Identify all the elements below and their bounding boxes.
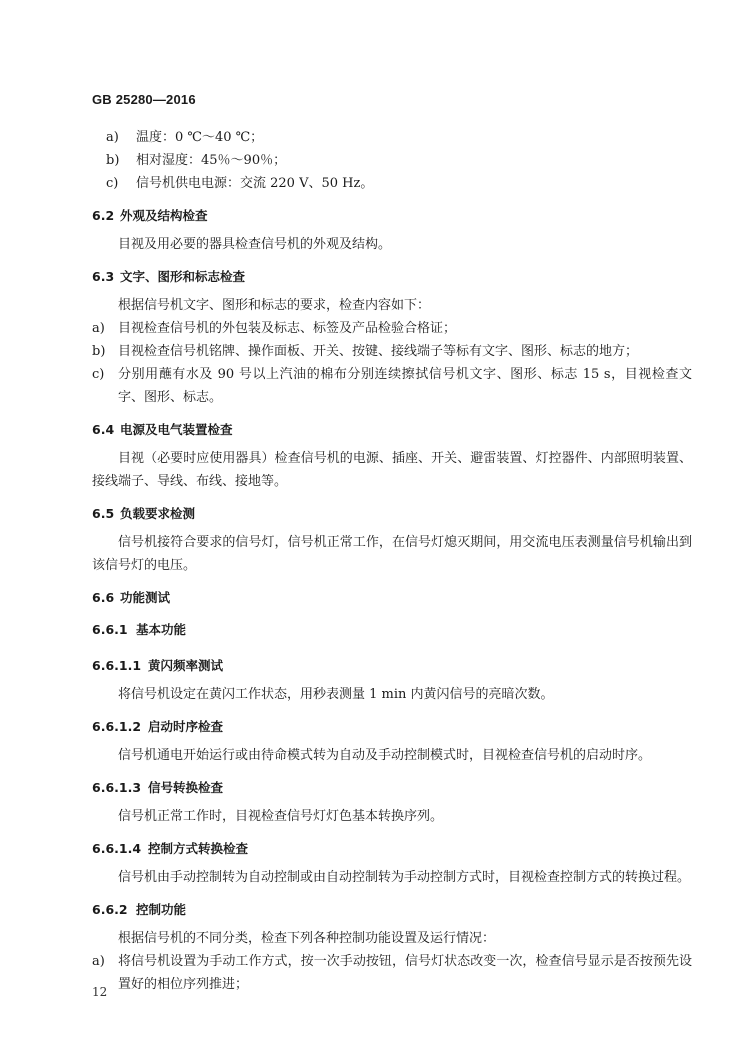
section-heading-6-6-2 <box>92 899 692 921</box>
section-title: 负载要求检测 <box>120 506 196 521</box>
section-title: 启动时序检查 <box>148 719 224 734</box>
paragraph: 将信号机设定在黄闪工作状态，用秒表测量 1 min 内黄闪信号的亮暗次数。 <box>118 687 554 702</box>
list-item <box>92 172 692 195</box>
section-number: 6.6 <box>92 590 115 605</box>
section-number: 6.6.1.3 <box>92 780 142 795</box>
standard-code-header: GB 25280—2016 <box>92 92 196 107</box>
list-text: 温度：0 ℃～40 ℃； <box>136 130 264 145</box>
list-marker: c) <box>106 176 119 191</box>
section-title: 黄闪频率测试 <box>148 658 224 673</box>
section-heading-6-6-1-2 <box>92 716 692 738</box>
paragraph: 根据信号机的不同分类，检查下列各种控制功能设置及运行情况： <box>118 931 496 946</box>
section-heading-6-3 <box>92 266 692 288</box>
list-text: 将信号机设置为手动工作方式，按一次手动按钮，信号灯状态改变一次，检查信号显示是否按预先设置好的相位序列推进； <box>118 954 692 992</box>
section-heading-6-6 <box>92 587 692 609</box>
section-heading-6-5 <box>92 503 692 525</box>
section-number: 6.6.2 <box>92 902 128 917</box>
list-marker: a) <box>106 130 119 145</box>
section-number: 6.4 <box>92 422 115 437</box>
list-marker: a) <box>92 321 105 336</box>
section-title: 控制方式转换检查 <box>148 841 249 856</box>
paragraph: 信号机正常工作时，目视检查信号灯灯色基本转换序列。 <box>118 809 444 824</box>
paragraph: 目视及用必要的器具检查信号机的外观及结构。 <box>118 237 392 252</box>
section-heading-6-4 <box>92 419 692 441</box>
section-title: 电源及电气装置检查 <box>120 422 233 437</box>
section-heading-6-6-1-1 <box>92 655 692 677</box>
paragraph: 目视（必要时应使用器具）检查信号机的电源、插座、开关、避雷装置、灯控器件、内部照明装置、接线端子、导线、布线、接地等。 <box>92 451 692 489</box>
list-text: 目视检查信号机的外包装及标志、标签及产品检验合格证； <box>118 321 457 336</box>
section-number: 6.6.1.1 <box>92 658 142 673</box>
section-title: 控制功能 <box>136 902 187 917</box>
list-item <box>92 317 692 340</box>
paragraph: 信号机通电开始运行或由待命模式转为自动及手动控制模式时，目视检查信号机的启动时序。 <box>118 748 652 763</box>
section-heading-6-6-1 <box>92 619 692 641</box>
list-marker: a) <box>92 954 105 969</box>
conditions-list <box>92 126 692 195</box>
section-number: 6.2 <box>92 208 115 223</box>
paragraph: 信号机接符合要求的信号灯，信号机正常工作，在信号灯熄灭期间，用交流电压表测量信号机输出到该信号灯的电压。 <box>92 535 692 573</box>
list-item <box>92 950 692 996</box>
list-item <box>92 363 692 409</box>
list-item <box>92 149 692 172</box>
list-text: 信号机供电电源：交流 220 V、50 Hz。 <box>136 176 374 191</box>
section-heading-6-6-1-3 <box>92 777 692 799</box>
list-item <box>92 340 692 363</box>
section-title: 基本功能 <box>136 622 187 637</box>
document-body <box>92 126 692 996</box>
list-item <box>92 126 692 149</box>
list-text: 目视检查信号机铭牌、操作面板、开关、按键、接线端子等标有文字、图形、标志的地方； <box>118 344 639 359</box>
section-number: 6.6.1 <box>92 622 128 637</box>
section-number: 6.6.1.4 <box>92 841 142 856</box>
section-heading-6-2 <box>92 205 692 227</box>
list-marker: b) <box>106 153 120 168</box>
section-title: 外观及结构检查 <box>120 208 208 223</box>
list-text: 相对湿度：45％～90％； <box>136 153 287 168</box>
paragraph: 根据信号机文字、图形和标志的要求，检查内容如下： <box>118 298 431 313</box>
section-number: 6.3 <box>92 269 115 284</box>
section-heading-6-6-1-4 <box>92 838 692 860</box>
section-title: 信号转换检查 <box>148 780 224 795</box>
list-marker: c) <box>92 367 105 382</box>
paragraph: 信号机由手动控制转为自动控制或由自动控制转为手动控制方式时，目视检查控制方式的转换过程。 <box>118 870 691 885</box>
section-title: 功能测试 <box>120 590 171 605</box>
list-text: 分别用蘸有水及 90 号以上汽油的棉布分别连续擦拭信号机文字、图形、标志 15 s，目视检查文字、图形、标志。 <box>118 367 692 405</box>
list-marker: b) <box>92 344 106 359</box>
section-number: 6.5 <box>92 506 115 521</box>
page-number: 12 <box>92 985 108 999</box>
section-title: 文字、图形和标志检查 <box>120 269 246 284</box>
section-number: 6.6.1.2 <box>92 719 142 734</box>
